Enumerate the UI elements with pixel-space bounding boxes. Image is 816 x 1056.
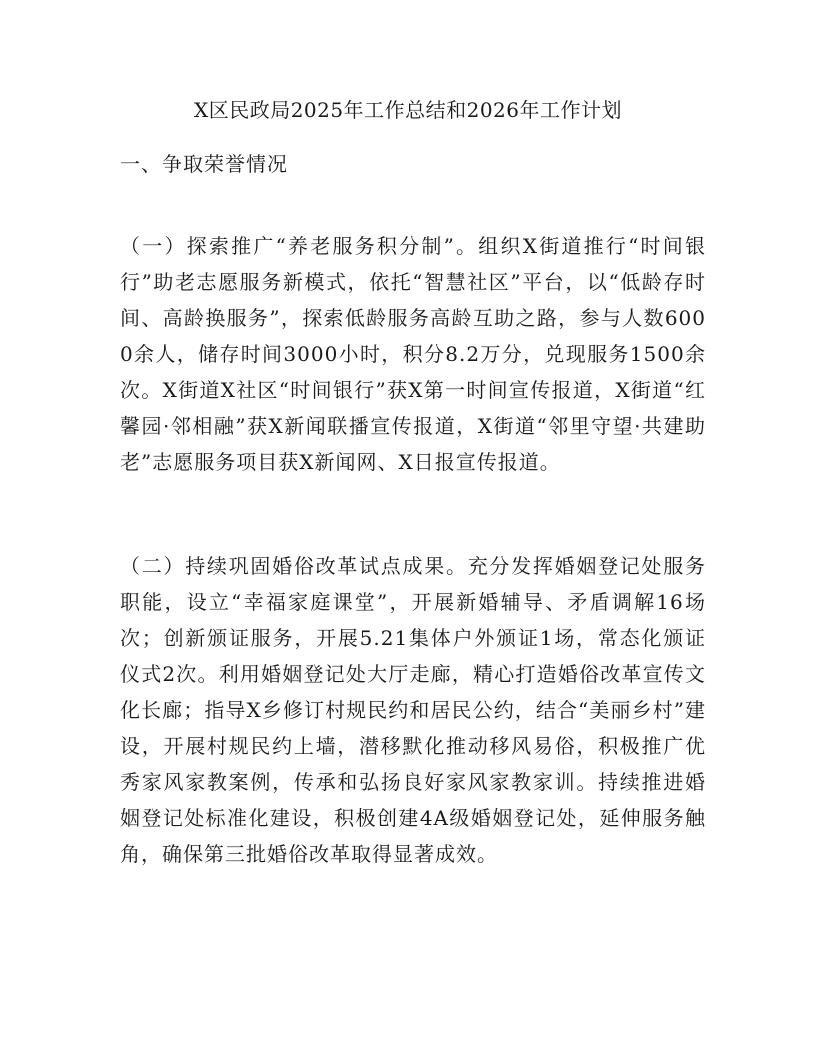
paragraph-elderly-service-points: （一）探索推广“养老服务积分制”。组织X街道推行“时间银行”助老志愿服务新模式，依托“智慧社区”平台，以“低龄存时间、高龄换服务”，探索低龄服务高龄互助之路，参与人数6000余人，储存时间3000小时，积分8.2万分，兑现服务1500余次。X街道X社区“时间银行”获X第一时间宣传报道，X街道“红馨园·邻相融”获X新闻联播宣传报道，X街道“邻里守望·共建助老”志愿服务项目获X新闻网、X日报宣传报道。: [120, 234, 706, 474]
document-title: X区民政局2025年工作总结和2026年工作计划: [193, 98, 623, 122]
section-heading: 一、争取荣誉情况: [120, 152, 288, 176]
paragraph-marriage-custom-reform: （二）持续巩固婚俗改革试点成果。充分发挥婚姻登记处服务职能，设立“幸福家庭课堂”，开展新婚辅导、矛盾调解16场次；创新颁证服务，开展5.21集体户外颁证1场，常态化颁证仪式2次。利用婚姻登记处大厅走廊，精心打造婚俗改革宣传文化长廊；指导X乡修订村规民约和居民公约，结合“美丽乡村”建设，开展村规民约上墙，潜移默化推动移风易俗，积极推广优秀家风家教案例，传承和弘扬良好家风家教家训。持续推进婚姻登记处标准化建设，积极创建4A级婚姻登记处，延伸服务触角，确保第三批婚俗改革取得显著成效。: [120, 554, 706, 866]
